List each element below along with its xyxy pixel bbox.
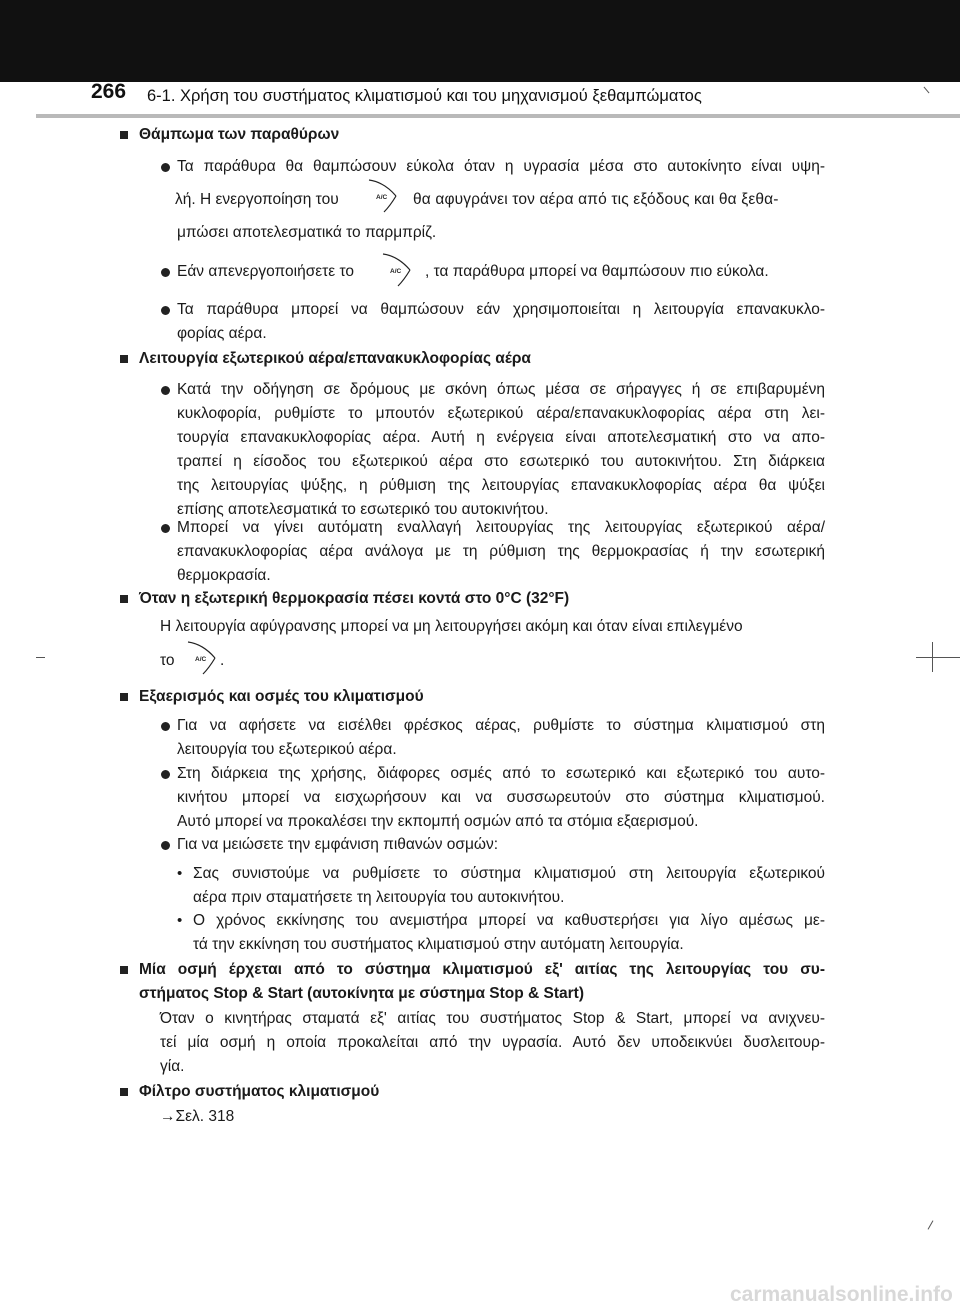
ac-button-icon: [181, 638, 221, 678]
section-heading: [139, 347, 531, 371]
ac-button-icon: [376, 250, 416, 290]
heading-text: Θάμπωμα των παραθύρων: [139, 126, 340, 143]
bullet-text: θα αφυγράνει τον αέρα από τις εξόδους και θα ξεθα-: [413, 191, 779, 208]
sub-item: [177, 862, 825, 910]
bullet-text: Για να αφήσετε να εισέλθει φρέσκος αέρας, ρυθμίστε το σύστημα κλιματισμού στη: [177, 717, 825, 734]
bullet-text: μπώσει αποτελεσματικά το παρμπρίζ.: [177, 224, 437, 241]
bullet-text: Τα παράθυρα μπορεί να θαμπώσουν εάν χρησιμοποιείται η λειτουργία επανακυκλο-: [177, 301, 825, 318]
bullet-item: [177, 762, 825, 834]
crop-mark: [924, 87, 930, 94]
bullet-item: [177, 378, 825, 522]
sub-item-text: Σας συνιστούμε να ρυθμίσετε το σύστημα κλιματισμού στη λειτουργία εξωτερικού: [193, 865, 825, 882]
watermark: carmanualsonline.info: [730, 1283, 953, 1306]
heading-text: Λειτουργία εξωτερικού αέρα/επανακυκλοφορίας αέρα: [139, 350, 531, 367]
bullet-text: Μπορεί να γίνει αυτόματη εναλλαγή λειτουργίας της λειτουργίας εξωτερικού αέρα/: [177, 519, 825, 536]
bullet-text: τραπεί η είσοδος του εξωτερικού αέρα στο εσωτερικό του αυτοκινήτου. Στη διάρκεια: [177, 453, 825, 470]
sub-bullet-marker: •: [177, 912, 183, 929]
bullet-item: [177, 833, 825, 857]
bullet-line: [177, 221, 825, 245]
paragraph: [160, 615, 825, 639]
bullet-text: κινήτου μπορεί να εισχωρήσουν και να συσσωρευτούν στο σύστημα κλιματισμού.: [177, 789, 825, 806]
bullet-item: [177, 155, 825, 179]
bullet-text: κυκλοφορία, ρυθμίστε το μπουτόν εξωτερικού αέρα/επανακυκλοφορίας αέρα στη λει-: [177, 405, 825, 422]
heading-text: Εξαερισμός και οσμές του κλιματισμού: [139, 688, 424, 705]
paragraph-text: τεί μία οσμή η οποία προκαλείται από την υγρασία. Αυτό δεν υποδεικνύει δυσλειτουρ-: [160, 1034, 825, 1051]
bullet-text: λή. Η ενεργοποίηση του: [175, 191, 339, 208]
page-reference[interactable]: [160, 1105, 825, 1129]
bullet-text: τουργία επανακυκλοφορίας αέρα. Αυτή η ενέργεια είναι αποτελεσματική στο να απο-: [177, 429, 825, 446]
bullet-item: [177, 516, 825, 588]
ac-button-label: A/C: [376, 194, 388, 201]
bullet-text: Εάν απενεργοποιήσετε το: [177, 263, 355, 280]
paragraph: [160, 1007, 825, 1079]
bullet-item: [177, 714, 825, 762]
bullet-item: [177, 260, 825, 284]
bullet-text: Αυτό μπορεί να προκαλέσει την εκπομπή οσμών από τα στόμια εξαερισμού.: [177, 813, 699, 830]
paragraph: [160, 649, 825, 673]
paragraph-text: γία.: [160, 1058, 185, 1075]
paragraph-text: Η λειτουργία αφύγρανσης μπορεί να μη λειτουργήσει ακόμη και όταν είναι επιλεγμένο: [160, 618, 743, 635]
ac-button-icon: [362, 176, 402, 216]
bullet-text: φορίας αέρα.: [177, 325, 267, 342]
sub-item: [177, 909, 825, 957]
crop-mark: [36, 657, 45, 658]
heading-text: Όταν η εξωτερική θερμοκρασία πέσει κοντά στο 0°C (32°F): [139, 590, 570, 607]
sub-item-text: αέρα πριν σταματήσετε τη λειτουργία του αυτοκινήτου.: [193, 889, 565, 906]
paragraph-text: το: [160, 652, 175, 669]
ac-button-label: A/C: [195, 656, 207, 663]
heading-text: Μία οσμή έρχεται από το σύστημα κλιματισμού εξ' αιτίας της λειτουργίας του συ-: [139, 961, 825, 978]
page-number: 266: [91, 80, 127, 103]
paragraph-text: .: [220, 652, 225, 669]
sub-bullet-marker: •: [177, 865, 183, 882]
bullet-text: Στη διάρκεια της χρήσης, διάφορες οσμές από το εσωτερικό και εξωτερικό του αυτο-: [177, 765, 825, 782]
bullet-text: Κατά την οδήγηση σε δρόμους με σκόνη όπως μέσα σε σήραγγες ή σε επιβαρυμένη: [177, 381, 825, 398]
crop-mark: [916, 657, 960, 658]
crop-mark: [928, 1220, 934, 1229]
bullet-item: [177, 298, 825, 346]
bullet-text: Για να μειώσετε την εμφάνιση πιθανών οσμών:: [177, 836, 499, 853]
section-heading: [139, 685, 424, 709]
chapter-title: 6-1. Χρήση του συστήματος κλιματισμού και του μηχανισμού ξεθαμπώματος: [147, 87, 702, 105]
page-reference-link[interactable]: →Σελ. 318: [160, 1108, 235, 1125]
paragraph-text: Όταν ο κινητήρας σταματά εξ' αιτίας του συστήματος Stop & Start, μπορεί να ανιχνευ-: [160, 1010, 825, 1027]
section-heading: [139, 1080, 379, 1104]
crop-mark: [932, 642, 933, 672]
bullet-text: επίσης αποτελεσματικά το εσωτερικό του αυτοκινήτου.: [177, 501, 549, 518]
bullet-text: επανακυκλοφορίας αέρα ανάλογα με τη ρύθμιση της θερμοκρασίας ή την εσωτερική: [177, 543, 825, 560]
heading-text: στήματος Stop & Start (αυτοκίνητα με σύστημα Stop & Start): [139, 985, 585, 1002]
sub-item-text: Ο χρόνος εκκίνησης του ανεμιστήρα μπορεί να καθυστερήσει για λίγο αμέσως με-: [193, 912, 825, 929]
bullet-text: της λειτουργίας ψύξης, η ρύθμιση της λειτουργίας επανακυκλοφορίας αέρα θα ψύξει: [177, 477, 825, 494]
bullet-text: , τα παράθυρα μπορεί να θαμπώσουν πιο εύκολα.: [425, 263, 769, 280]
section-heading: [139, 123, 339, 147]
bullet-text: Τα παράθυρα θα θαμπώσουν εύκολα όταν η υγρασία μέσα στο αυτοκίνητο είναι υψη-: [177, 158, 825, 175]
heading-text: Φίλτρο συστήματος κλιματισμού: [139, 1083, 380, 1100]
ac-button-label: A/C: [390, 268, 402, 275]
bullet-text: θερμοκρασία.: [177, 567, 271, 584]
section-heading: [139, 587, 569, 611]
bullet-text: λειτουργία του εξωτερικού αέρα.: [177, 741, 397, 758]
sub-item-text: τά την εκκίνηση του συστήματος κλιματισμού στην αυτόματη λειτουργία.: [193, 936, 684, 953]
top-band: [0, 0, 960, 82]
header-rule: [36, 114, 960, 118]
section-heading: [139, 958, 825, 1006]
